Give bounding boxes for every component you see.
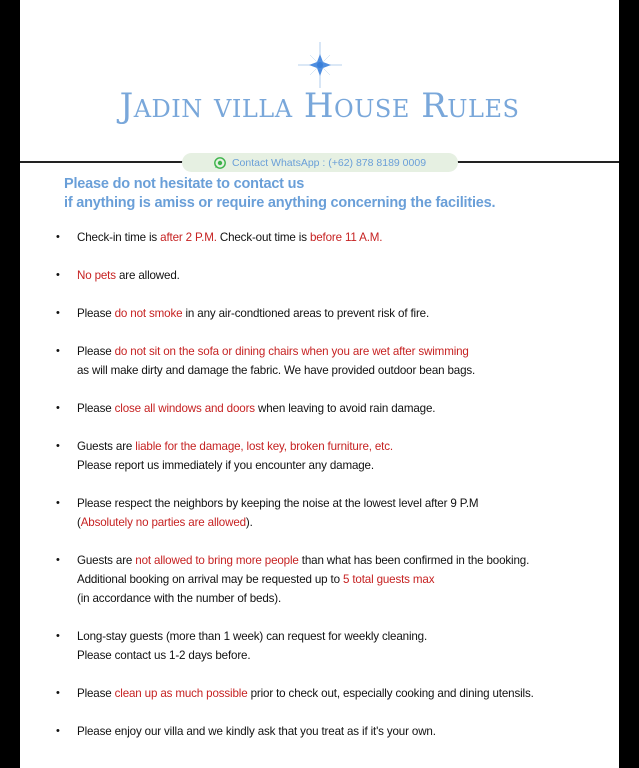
contact-whatsapp-pill[interactable] bbox=[182, 153, 458, 172]
bullet-icon: • bbox=[56, 307, 60, 319]
rule-highlight: do not sit on the sofa or dining chairs when you are wet after swimming bbox=[114, 345, 469, 358]
rule-line bbox=[77, 684, 616, 703]
bullet-icon: • bbox=[56, 231, 60, 243]
rule-line bbox=[77, 399, 616, 418]
rule-line bbox=[77, 513, 616, 532]
contact-text: Contact WhatsApp : (+62) 878 8189 0009 bbox=[231, 156, 427, 169]
bullet-icon: • bbox=[56, 725, 60, 737]
rule-text: Please enjoy our villa and we kindly ask that you treat as if it's your own. bbox=[77, 725, 436, 738]
rule-highlight: after 2 P.M. bbox=[160, 231, 217, 244]
page-title: Jadin villa House Rules bbox=[119, 86, 520, 126]
rule-text: (in accordance with the number of beds). bbox=[77, 592, 282, 605]
rule-highlight: close all windows and doors bbox=[114, 402, 255, 415]
rule-line bbox=[77, 646, 616, 665]
rule-line bbox=[77, 437, 616, 456]
bullet-icon: • bbox=[56, 554, 60, 566]
rule-line bbox=[77, 228, 616, 247]
bullet-icon: • bbox=[56, 402, 60, 414]
rule-text: ( bbox=[77, 516, 81, 529]
rule-item bbox=[56, 266, 616, 285]
rule-highlight: do not smoke bbox=[114, 307, 183, 320]
intro-text bbox=[64, 175, 604, 213]
rule-highlight: liable for the damage, lost key, broken furniture, etc. bbox=[135, 440, 393, 453]
rule-text: Please bbox=[77, 307, 115, 320]
rule-line bbox=[77, 551, 616, 570]
rule-line bbox=[77, 342, 616, 361]
rule-line bbox=[77, 722, 616, 741]
rule-line bbox=[77, 361, 616, 380]
rule-item bbox=[56, 342, 616, 380]
intro-line-2: if anything is amiss or require anything concerning the facilities. bbox=[64, 195, 496, 211]
rule-text: Please report us immediately if you encounter any damage. bbox=[77, 459, 374, 472]
bullet-icon: • bbox=[56, 630, 60, 642]
bullet-icon: • bbox=[56, 687, 60, 699]
rule-text: Additional booking on arrival may be requested up to bbox=[77, 573, 343, 586]
rule-item bbox=[56, 551, 616, 608]
rule-text: than what has been confirmed in the booking. bbox=[298, 554, 530, 567]
rule-line bbox=[77, 627, 616, 646]
rule-highlight: 5 total guests max bbox=[342, 573, 435, 586]
rule-text: ). bbox=[245, 516, 253, 529]
rule-line bbox=[77, 589, 616, 608]
rule-line bbox=[77, 266, 616, 285]
rule-item bbox=[56, 399, 616, 418]
rule-item bbox=[56, 627, 616, 665]
rule-text: Long-stay guests (more than 1 week) can request for weekly cleaning. bbox=[77, 630, 428, 643]
rule-line bbox=[77, 494, 616, 513]
rule-text: are allowed. bbox=[115, 269, 180, 282]
rule-text: Please bbox=[77, 402, 115, 415]
rule-item bbox=[56, 494, 616, 532]
rules-list bbox=[56, 228, 616, 741]
rule-highlight: clean up as much possible bbox=[114, 687, 248, 700]
rule-highlight: No pets bbox=[77, 269, 116, 282]
rule-line bbox=[77, 304, 616, 323]
house-rules-page bbox=[20, 0, 619, 768]
rule-line bbox=[77, 456, 616, 475]
rule-text: Guests are bbox=[77, 554, 136, 567]
rule-item bbox=[56, 437, 616, 475]
intro-line-1: Please do not hesitate to contact us bbox=[64, 176, 305, 192]
bullet-icon: • bbox=[56, 269, 60, 281]
rule-text: Please bbox=[77, 687, 115, 700]
rule-item bbox=[56, 304, 616, 323]
rule-item bbox=[56, 722, 616, 741]
rule-line bbox=[77, 570, 616, 589]
bullet-icon: • bbox=[56, 497, 60, 509]
divider-left bbox=[20, 161, 188, 163]
divider-right bbox=[457, 161, 619, 163]
rule-text: in any air-condtioned areas to prevent risk of fire. bbox=[182, 307, 430, 320]
whatsapp-icon bbox=[214, 157, 226, 169]
rule-highlight: not allowed to bring more people bbox=[135, 554, 299, 567]
rule-text: Please respect the neighbors by keeping the noise at the lowest level after 9 P.M bbox=[77, 497, 479, 510]
rule-text: prior to check out, especially cooking and dining utensils. bbox=[247, 687, 534, 700]
rule-item bbox=[56, 684, 616, 703]
rule-highlight: before 11 A.M. bbox=[309, 231, 383, 244]
rule-text: Please bbox=[77, 345, 115, 358]
bullet-icon: • bbox=[56, 440, 60, 452]
sparkle-star-icon bbox=[290, 40, 350, 90]
rule-text: Please contact us 1-2 days before. bbox=[77, 649, 251, 662]
rule-text: when leaving to avoid rain damage. bbox=[254, 402, 436, 415]
bullet-icon: • bbox=[56, 345, 60, 357]
rule-item bbox=[56, 228, 616, 247]
rule-text: Check-in time is bbox=[77, 231, 161, 244]
rule-text: Check-out time is bbox=[216, 231, 310, 244]
rule-text: Guests are bbox=[77, 440, 136, 453]
rule-highlight: Absolutely no parties are allowed bbox=[80, 516, 246, 529]
rule-text: as will make dirty and damage the fabric. We have provided outdoor bean bags. bbox=[77, 364, 476, 377]
